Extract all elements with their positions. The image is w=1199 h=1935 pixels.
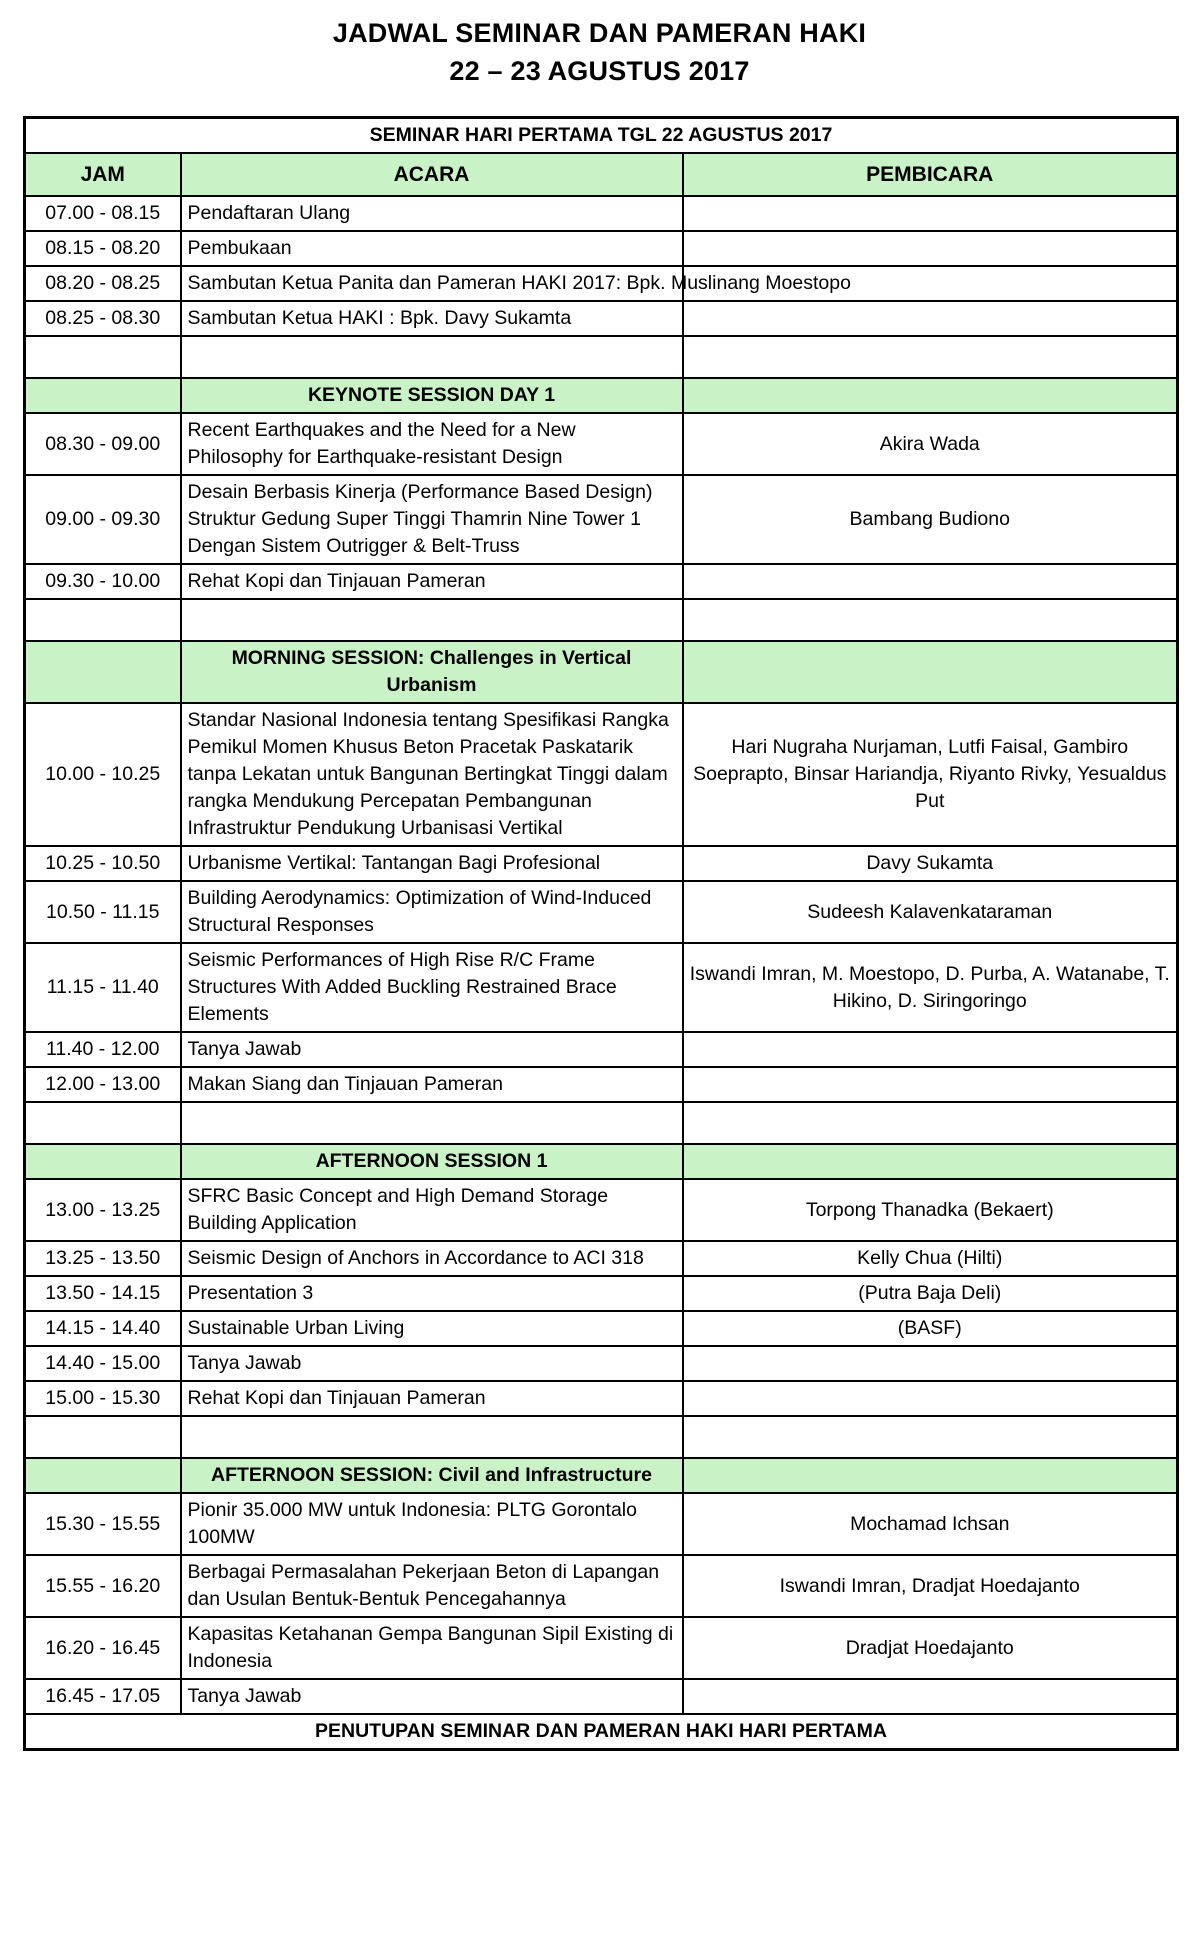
row-speaker bbox=[683, 1067, 1178, 1102]
table-row bbox=[25, 1381, 1178, 1416]
row-event: Pionir 35.000 MW untuk Indonesia: PLTG Gorontalo 100MW bbox=[181, 1493, 683, 1555]
row-event: Pendaftaran Ulang bbox=[181, 196, 683, 231]
row-event: Recent Earthquakes and the Need for a New Philosophy for Earthquake-resistant Design bbox=[181, 413, 683, 475]
column-header-acara: ACARA bbox=[181, 153, 683, 196]
row-time: 14.15 - 14.40 bbox=[25, 1311, 181, 1346]
table-row bbox=[25, 266, 1178, 301]
section-blank-pembicara bbox=[683, 378, 1178, 413]
spacer-cell bbox=[181, 599, 683, 641]
table-row bbox=[25, 881, 1178, 943]
row-time: 10.50 - 11.15 bbox=[25, 881, 181, 943]
column-header-jam: JAM bbox=[25, 153, 181, 196]
spacer-cell bbox=[683, 599, 1178, 641]
row-speaker bbox=[683, 1679, 1178, 1714]
section-blank-jam bbox=[25, 378, 181, 413]
row-speaker bbox=[683, 1381, 1178, 1416]
table-row bbox=[25, 1179, 1178, 1241]
section-title-afternoon-1: AFTERNOON SESSION 1 bbox=[181, 1144, 683, 1179]
table-row bbox=[25, 1032, 1178, 1067]
table-row bbox=[25, 1067, 1178, 1102]
row-event: Building Aerodynamics: Optimization of Wind-Induced Structural Responses bbox=[181, 881, 683, 943]
section-blank-jam bbox=[25, 1458, 181, 1493]
table-row bbox=[25, 943, 1178, 1032]
row-event: Urbanisme Vertikal: Tantangan Bagi Profesional bbox=[181, 846, 683, 881]
section-blank-pembicara bbox=[683, 641, 1178, 703]
spacer-cell bbox=[683, 1102, 1178, 1144]
row-speaker bbox=[683, 1346, 1178, 1381]
row-time: 15.00 - 15.30 bbox=[25, 1381, 181, 1416]
day-banner-row bbox=[25, 118, 1178, 154]
table-row bbox=[25, 1617, 1178, 1679]
row-event: Sambutan Ketua HAKI : Bpk. Davy Sukamta bbox=[181, 301, 683, 336]
table-row bbox=[25, 846, 1178, 881]
schedule-table-wrapper bbox=[23, 116, 1176, 1751]
section-blank-pembicara bbox=[683, 1458, 1178, 1493]
spacer-cell bbox=[181, 1416, 683, 1458]
row-speaker: Dradjat Hoedajanto bbox=[683, 1617, 1178, 1679]
row-event: Standar Nasional Indonesia tentang Spesifikasi Rangka Pemikul Momen Khusus Beton Pracetak Paskatarik tanpa Lekatan untuk Bangunan Bertingkat Tinggi dalam rangka Mendukung Percepatan Pembangunan Infrastruktur Pendukung Urbanisasi Vertikal bbox=[181, 703, 683, 846]
row-speaker: Sudeesh Kalavenkataraman bbox=[683, 881, 1178, 943]
row-speaker: Iswandi Imran, M. Moestopo, D. Purba, A. Watanabe, T. Hikino, D. Siringoringo bbox=[683, 943, 1178, 1032]
section-blank-jam bbox=[25, 1144, 181, 1179]
row-speaker: Iswandi Imran, Dradjat Hoedajanto bbox=[683, 1555, 1178, 1617]
row-time: 07.00 - 08.15 bbox=[25, 196, 181, 231]
table-row bbox=[25, 1241, 1178, 1276]
table-row bbox=[25, 1311, 1178, 1346]
row-event: Seismic Design of Anchors in Accordance to ACI 318 bbox=[181, 1241, 683, 1276]
table-row bbox=[25, 196, 1178, 231]
row-time: 08.25 - 08.30 bbox=[25, 301, 181, 336]
row-event: Kapasitas Ketahanan Gempa Bangunan Sipil Existing di Indonesia bbox=[181, 1617, 683, 1679]
row-event: Tanya Jawab bbox=[181, 1032, 683, 1067]
row-event: Sambutan Ketua Panita dan Pameran HAKI 2017: Bpk. Muslinang Moestopo bbox=[181, 266, 683, 301]
row-speaker: Kelly Chua (Hilti) bbox=[683, 1241, 1178, 1276]
row-time: 12.00 - 13.00 bbox=[25, 1067, 181, 1102]
row-speaker: Akira Wada bbox=[683, 413, 1178, 475]
table-row bbox=[25, 1346, 1178, 1381]
row-speaker bbox=[683, 231, 1178, 266]
row-time: 13.25 - 13.50 bbox=[25, 1241, 181, 1276]
row-speaker: Torpong Thanadka (Bekaert) bbox=[683, 1179, 1178, 1241]
spacer-cell bbox=[25, 1102, 181, 1144]
table-row bbox=[25, 1493, 1178, 1555]
closing-text: PENUTUPAN SEMINAR DAN PAMERAN HAKI HARI PERTAMA bbox=[25, 1714, 1178, 1750]
row-speaker bbox=[683, 196, 1178, 231]
spacer-cell bbox=[181, 336, 683, 378]
row-speaker: Mochamad Ichsan bbox=[683, 1493, 1178, 1555]
table-row bbox=[25, 475, 1178, 564]
row-event: SFRC Basic Concept and High Demand Storage Building Application bbox=[181, 1179, 683, 1241]
row-time: 10.25 - 10.50 bbox=[25, 846, 181, 881]
table-row bbox=[25, 703, 1178, 846]
row-event: Berbagai Permasalahan Pekerjaan Beton di Lapangan dan Usulan Bentuk-Bentuk Pencegahannya bbox=[181, 1555, 683, 1617]
row-time: 09.30 - 10.00 bbox=[25, 564, 181, 599]
spacer-row bbox=[25, 336, 1178, 378]
row-time: 16.20 - 16.45 bbox=[25, 1617, 181, 1679]
row-time: 10.00 - 10.25 bbox=[25, 703, 181, 846]
spacer-row bbox=[25, 1102, 1178, 1144]
section-blank-jam bbox=[25, 641, 181, 703]
row-event: Sustainable Urban Living bbox=[181, 1311, 683, 1346]
row-time: 09.00 - 09.30 bbox=[25, 475, 181, 564]
row-speaker: Hari Nugraha Nurjaman, Lutfi Faisal, Gambiro Soeprapto, Binsar Hariandja, Riyanto Rivky, Yesualdus Put bbox=[683, 703, 1178, 846]
page-title bbox=[0, 0, 1199, 90]
row-event: Presentation 3 bbox=[181, 1276, 683, 1311]
section-blank-pembicara bbox=[683, 1144, 1178, 1179]
spacer-row bbox=[25, 599, 1178, 641]
spacer-cell bbox=[25, 336, 181, 378]
column-header-row bbox=[25, 153, 1178, 196]
table-row bbox=[25, 413, 1178, 475]
row-time: 13.50 - 14.15 bbox=[25, 1276, 181, 1311]
row-event: Seismic Performances of High Rise R/C Frame Structures With Added Buckling Restrained Brace Elements bbox=[181, 943, 683, 1032]
section-header-row bbox=[25, 1144, 1178, 1179]
section-header-row bbox=[25, 1458, 1178, 1493]
row-event: Makan Siang dan Tinjauan Pameran bbox=[181, 1067, 683, 1102]
row-event: Pembukaan bbox=[181, 231, 683, 266]
table-row bbox=[25, 564, 1178, 599]
row-speaker bbox=[683, 301, 1178, 336]
row-event: Desain Berbasis Kinerja (Performance Based Design) Struktur Gedung Super Tinggi Thamrin Nine Tower 1 Dengan Sistem Outrigger & Belt-Truss bbox=[181, 475, 683, 564]
spacer-cell bbox=[181, 1102, 683, 1144]
page-title-line-1: JADWAL SEMINAR DAN PAMERAN HAKI bbox=[332, 18, 867, 48]
row-event: Rehat Kopi dan Tinjauan Pameran bbox=[181, 564, 683, 599]
spacer-row bbox=[25, 1416, 1178, 1458]
table-row bbox=[25, 1679, 1178, 1714]
day-banner: SEMINAR HARI PERTAMA TGL 22 AGUSTUS 2017 bbox=[25, 118, 1178, 154]
spacer-cell bbox=[683, 1416, 1178, 1458]
row-speaker: Davy Sukamta bbox=[683, 846, 1178, 881]
row-time: 14.40 - 15.00 bbox=[25, 1346, 181, 1381]
row-event: Tanya Jawab bbox=[181, 1346, 683, 1381]
row-time: 15.55 - 16.20 bbox=[25, 1555, 181, 1617]
spacer-cell bbox=[683, 336, 1178, 378]
table-row bbox=[25, 1276, 1178, 1311]
spacer-cell bbox=[25, 599, 181, 641]
section-header-row bbox=[25, 641, 1178, 703]
table-row bbox=[25, 231, 1178, 266]
section-title-keynote: KEYNOTE SESSION DAY 1 bbox=[181, 378, 683, 413]
row-event: Tanya Jawab bbox=[181, 1679, 683, 1714]
row-speaker: (Putra Baja Deli) bbox=[683, 1276, 1178, 1311]
row-time: 15.30 - 15.55 bbox=[25, 1493, 181, 1555]
section-title-morning: MORNING SESSION: Challenges in Vertical Urbanism bbox=[181, 641, 683, 703]
schedule-table bbox=[23, 116, 1179, 1751]
column-header-pembicara: PEMBICARA bbox=[683, 153, 1178, 196]
closing-row bbox=[25, 1714, 1178, 1750]
row-event: Rehat Kopi dan Tinjauan Pameran bbox=[181, 1381, 683, 1416]
row-time: 11.40 - 12.00 bbox=[25, 1032, 181, 1067]
row-speaker: Bambang Budiono bbox=[683, 475, 1178, 564]
section-title-afternoon-2: AFTERNOON SESSION: Civil and Infrastructure bbox=[181, 1458, 683, 1493]
section-header-row bbox=[25, 378, 1178, 413]
row-time: 08.15 - 08.20 bbox=[25, 231, 181, 266]
row-speaker bbox=[683, 564, 1178, 599]
row-speaker: (BASF) bbox=[683, 1311, 1178, 1346]
row-speaker bbox=[683, 1032, 1178, 1067]
row-time: 13.00 - 13.25 bbox=[25, 1179, 181, 1241]
table-row bbox=[25, 1555, 1178, 1617]
table-row bbox=[25, 301, 1178, 336]
row-time: 08.20 - 08.25 bbox=[25, 266, 181, 301]
row-time: 08.30 - 09.00 bbox=[25, 413, 181, 475]
page-title-line-2: 22 – 23 AGUSTUS 2017 bbox=[449, 56, 750, 86]
row-time: 16.45 - 17.05 bbox=[25, 1679, 181, 1714]
spacer-cell bbox=[25, 1416, 181, 1458]
row-time: 11.15 - 11.40 bbox=[25, 943, 181, 1032]
